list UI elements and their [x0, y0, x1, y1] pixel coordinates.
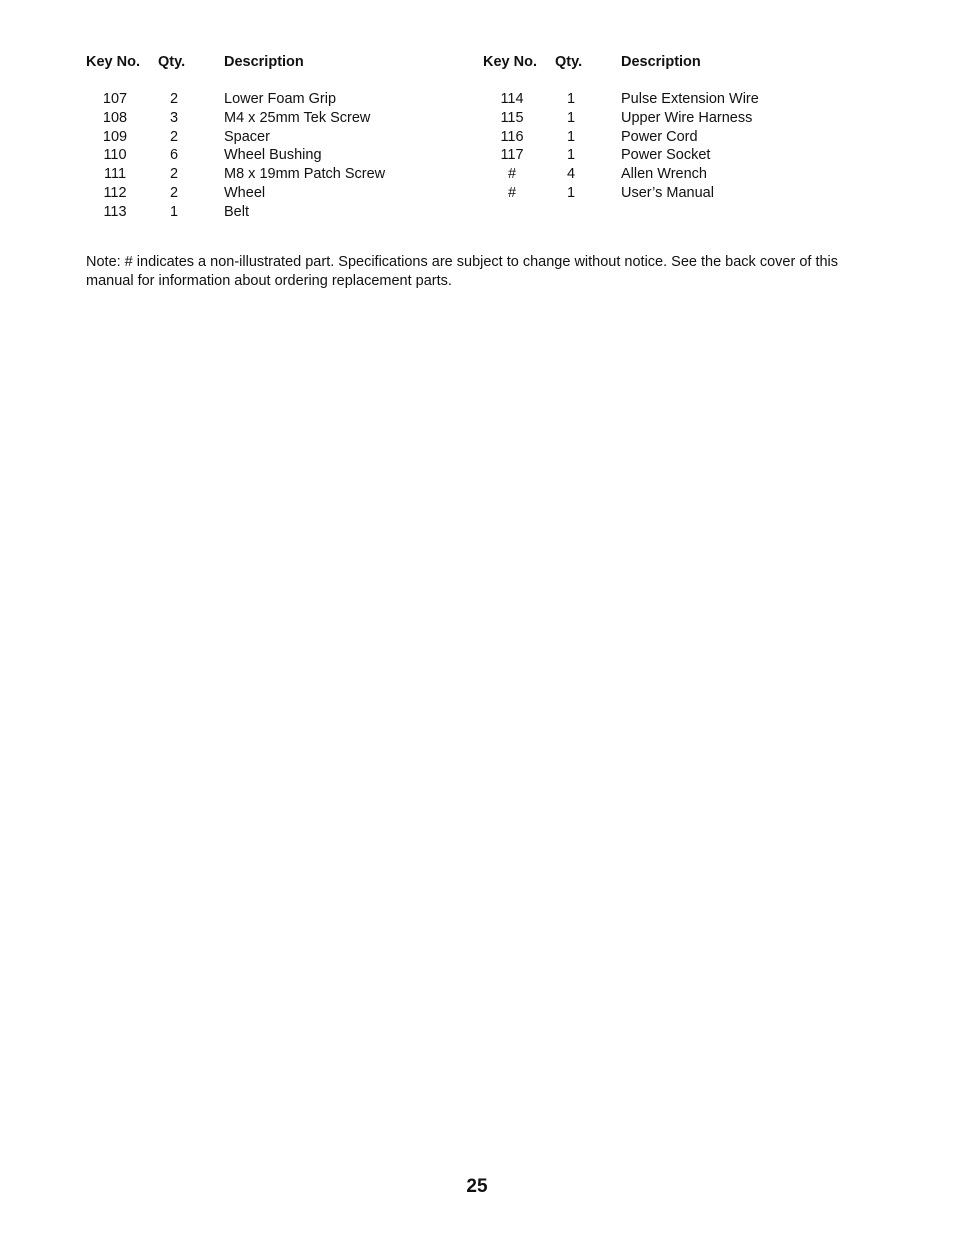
part-description: Wheel Bushing	[224, 147, 322, 164]
part-qty: 1	[566, 109, 576, 126]
part-qty: 1	[566, 184, 576, 201]
part-row	[86, 184, 484, 203]
part-qty: 1	[169, 203, 179, 220]
part-qty: 1	[566, 147, 576, 164]
part-row	[86, 203, 484, 222]
part-qty: 2	[169, 91, 179, 107]
part-key: 114	[500, 91, 524, 107]
part-qty: 2	[169, 128, 179, 145]
part-key: 112	[103, 184, 127, 201]
part-row	[483, 146, 881, 165]
part-row	[86, 165, 484, 184]
part-description: User’s Manual	[621, 184, 714, 201]
part-description: Spacer	[224, 128, 270, 145]
part-row	[483, 165, 881, 184]
part-key: 113	[103, 203, 127, 220]
part-key: 110	[103, 147, 127, 164]
part-row	[86, 146, 484, 165]
parts-header-row	[483, 54, 881, 74]
part-row	[483, 128, 881, 147]
part-key: 107	[102, 91, 128, 107]
part-description: Allen Wrench	[621, 166, 707, 183]
part-qty: 1	[566, 128, 576, 145]
part-qty: 4	[566, 166, 576, 183]
part-key: #	[507, 184, 517, 201]
part-qty: 2	[169, 166, 179, 183]
header-qty: Qty.	[158, 54, 186, 70]
part-row	[86, 90, 484, 109]
part-description: M4 x 25mm Tek Screw	[224, 109, 371, 126]
part-description: M8 x 19mm Patch Screw	[224, 166, 386, 183]
part-key: #	[507, 166, 517, 183]
note-paragraph: Note: # indicates a non-illustrated part. Specifications are subject to change without notice. See the back cover of this manual for information about ordering replacement parts.	[86, 253, 839, 289]
part-description: Wheel	[224, 184, 266, 201]
header-key-no: Key No.	[483, 54, 537, 70]
part-description: Upper Wire Harness	[621, 109, 753, 126]
part-row	[86, 109, 484, 128]
header-key-no: Key No.	[86, 54, 140, 70]
part-key: 108	[102, 109, 128, 126]
part-key: 111	[103, 166, 127, 183]
part-key: 117	[500, 147, 524, 164]
header-description: Description	[621, 54, 701, 70]
header-description: Description	[224, 54, 304, 70]
part-row	[86, 128, 484, 147]
part-row	[483, 184, 881, 203]
part-key: 109	[102, 128, 128, 145]
part-qty: 3	[169, 109, 179, 126]
part-qty: 6	[169, 147, 179, 164]
part-key: 116	[500, 128, 524, 145]
part-description: Belt	[224, 203, 249, 220]
part-description: Power Cord	[621, 128, 698, 145]
page-number: 25	[466, 1176, 488, 1197]
parts-list-right	[483, 54, 881, 203]
part-description: Lower Foam Grip	[224, 91, 337, 107]
parts-list-left	[86, 54, 484, 222]
part-row	[483, 90, 881, 109]
part-description: Pulse Extension Wire	[621, 91, 759, 107]
header-qty: Qty.	[555, 54, 583, 70]
part-description: Power Socket	[621, 147, 711, 164]
part-key: 115	[500, 109, 524, 126]
part-qty: 2	[169, 184, 179, 201]
parts-header-row	[86, 54, 484, 74]
part-qty: 1	[566, 91, 576, 107]
part-row	[483, 109, 881, 128]
